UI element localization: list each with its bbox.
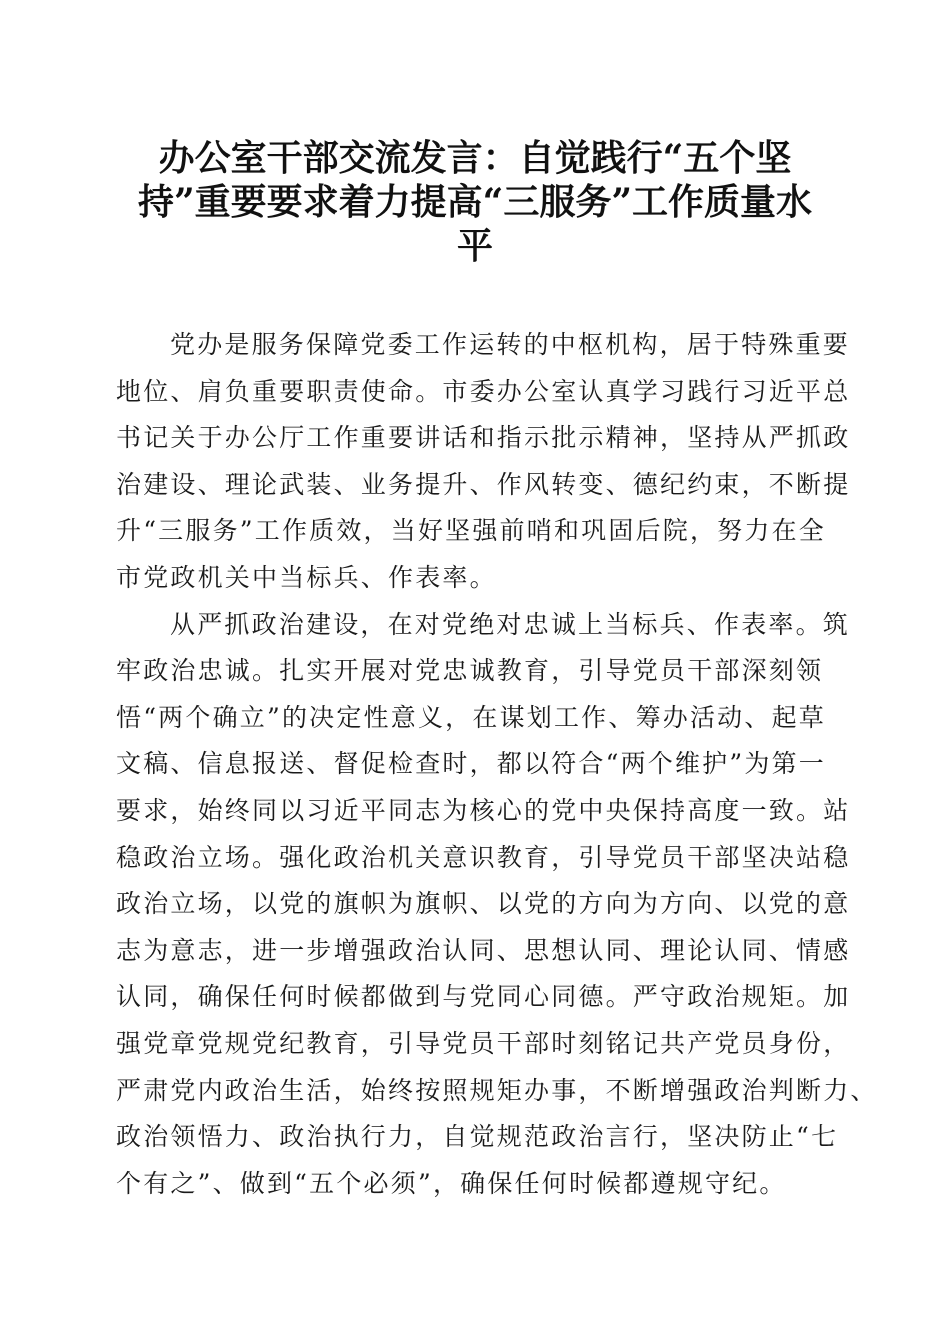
text-line: 党办是服务保障党委工作运转的中枢机构，居于特殊重要 [170,330,851,359]
text-line: 文稿、信息报送、督促检查时，都以符合“两个维护”为第一 [116,749,826,779]
text-line: 个有之”、做到“五个必须”，确保任何时候都遵规守纪。 [116,1168,787,1198]
text-line: 升“三服务”工作质效，当好坚强前哨和巩固后院，努力在全 [116,516,826,546]
text-line: 志为意志，进一步增强政治认同、思想认同、理论认同、情感 [116,935,851,965]
paragraph-political-building [116,602,878,1208]
document-title [110,136,840,268]
text-line: 从严抓政治建设，在对党绝对忠诚上当标兵、作表率。筑 [170,609,851,639]
text-line: 治建设、理论武装、业务提升、作风转变、德纪约束，不断提 [116,469,851,499]
text-line: 严肃党内政治生活，始终按照规矩办事，不断增强政治判断力、 [116,1075,878,1105]
document-body [116,322,878,1207]
text-line: 悟“两个确立”的决定性意义，在谋划工作、筹办活动、起草 [116,702,826,732]
text-line: 要求，始终同以习近平同志为核心的党中央保持高度一致。站 [116,795,851,825]
title-line: 持”重要要求着力提高“三服务”工作质量水 [137,181,813,223]
text-line: 强党章党规党纪教育，引导党员干部时刻铭记共产党员身份， [116,1028,851,1058]
text-line: 认同，确保任何时候都做到与党同心同德。严守政治规矩。加 [116,982,851,1012]
text-line: 市党政机关中当标兵、作表率。 [116,562,497,592]
title-line: 办公室干部交流发言：自觉践行“五个坚 [158,137,792,179]
text-line: 稳政治立场。强化政治机关意识教育，引导党员干部坚决站稳 [116,842,851,872]
text-line: 政治立场，以党的旗帜为旗帜、以党的方向为方向、以党的意 [116,889,851,919]
paragraph-intro [116,322,851,602]
title-line: 平 [456,225,493,267]
text-line: 地位、肩负重要职责使命。市委办公室认真学习践行习近平总 [116,376,851,406]
text-line: 政治领悟力、政治执行力，自觉规范政治言行，坚决防止“七 [116,1122,839,1152]
text-line: 牢政治忠诚。扎实开展对党忠诚教育，引导党员干部深刻领 [116,656,824,686]
text-line: 书记关于办公厅工作重要讲话和指示批示精神，坚持从严抓政 [116,423,851,453]
